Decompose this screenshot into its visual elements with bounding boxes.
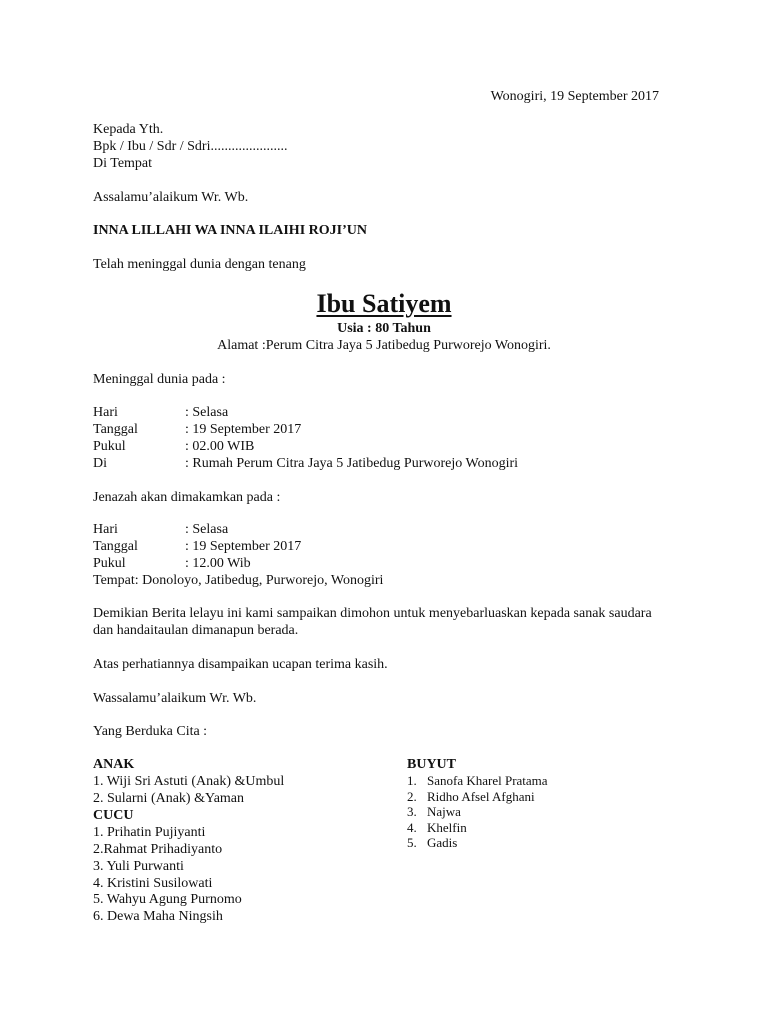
- burial-row-value: : 12.00 Wib: [185, 556, 251, 571]
- cucu-item: 4. Kristini Susilowati: [93, 876, 213, 891]
- buyut-item: [407, 820, 467, 836]
- death-row-value: : Rumah Perum Citra Jaya 5 Jatibedug Purworejo Wonogiri: [185, 456, 519, 471]
- burial-row-label: Hari: [93, 522, 118, 537]
- buyut-number: 3.: [407, 804, 417, 819]
- burial-row-label: Pukul: [93, 556, 126, 571]
- place-date: Wonogiri, 19 September 2017: [490, 89, 659, 104]
- buyut-item: [407, 773, 548, 789]
- buyut-name: Gadis: [427, 835, 458, 850]
- death-row-label: Di: [93, 456, 107, 471]
- buyut-name: Najwa: [427, 804, 461, 819]
- burial-row: [93, 538, 301, 555]
- deceased-address: Alamat :Perum Citra Jaya 5 Jatibedug Purworejo Wonogiri.: [217, 338, 551, 353]
- death-row-value: : 02.00 WIB: [185, 439, 255, 454]
- mourners-heading: Yang Berduka Cita :: [93, 724, 208, 739]
- thanks-text: Atas perhatiannya disampaikan ucapan terima kasih.: [93, 657, 388, 672]
- cucu-item: 2.Rahmat Prihadiyanto: [93, 842, 223, 857]
- greeting: Assalamu’alaikum Wr. Wb.: [93, 190, 249, 205]
- anak-item: 1. Wiji Sri Astuti (Anak) &Umbul: [93, 774, 285, 789]
- burial-heading: Jenazah akan dimakamkan pada :: [93, 490, 281, 505]
- buyut-name: Ridho Afsel Afghani: [427, 789, 535, 804]
- cucu-item: 3. Yuli Purwanti: [93, 859, 184, 874]
- death-row: [93, 421, 301, 438]
- burial-place: Tempat: Donoloyo, Jatibedug, Purworejo, Wonogiri: [93, 573, 384, 588]
- buyut-item: [407, 804, 461, 820]
- closing-salam: Wassalamu’alaikum Wr. Wb.: [93, 691, 257, 706]
- death-row: [93, 404, 228, 421]
- deceased-name: Ibu Satiyem: [316, 289, 452, 318]
- death-row-label: Pukul: [93, 439, 126, 454]
- death-row-label: Tanggal: [93, 422, 138, 437]
- death-row-value: : Selasa: [185, 405, 229, 420]
- buyut-item: [407, 835, 457, 851]
- burial-row: [93, 521, 228, 538]
- cucu-title: CUCU: [93, 808, 134, 823]
- buyut-number: 2.: [407, 789, 417, 804]
- deceased-age: Usia : 80 Tahun: [337, 321, 431, 336]
- buyut-name: Khelfin: [427, 820, 467, 835]
- death-row-value: : 19 September 2017: [185, 422, 302, 437]
- cucu-item: 1. Prihatin Pujiyanti: [93, 825, 206, 840]
- recipient-line-3: Di Tempat: [93, 156, 153, 171]
- intro-text: Telah meninggal dunia dengan tenang: [93, 257, 306, 272]
- burial-row: [93, 555, 251, 572]
- death-heading: Meninggal dunia pada :: [93, 372, 226, 387]
- burial-row-label: Tanggal: [93, 539, 138, 554]
- burial-row-value: : Selasa: [185, 522, 229, 537]
- buyut-item: [407, 789, 535, 805]
- buyut-title: BUYUT: [407, 757, 457, 772]
- anak-item: 2. Sularni (Anak) &Yaman: [93, 791, 245, 806]
- cucu-item: 5. Wahyu Agung Purnomo: [93, 892, 242, 907]
- death-row: [93, 455, 518, 472]
- death-row-label: Hari: [93, 405, 118, 420]
- burial-row-value: : 19 September 2017: [185, 539, 302, 554]
- buyut-number: 4.: [407, 820, 417, 835]
- condolence-heading: INNA LILLAHI WA INNA ILAIHI ROJI’UN: [93, 223, 367, 238]
- buyut-number: 5.: [407, 835, 417, 850]
- buyut-number: 1.: [407, 773, 417, 788]
- closing-paragraph: Demikian Berita lelayu ini kami sampaikan dimohon untuk menyebarluaskan kepada sanak saudara dan handaitaulan dimanapun berada.: [93, 606, 652, 638]
- recipient-line-1: Kepada Yth.: [93, 122, 164, 137]
- cucu-item: 6. Dewa Maha Ningsih: [93, 909, 223, 924]
- buyut-name: Sanofa Kharel Pratama: [427, 773, 548, 788]
- death-row: [93, 438, 254, 455]
- anak-title: ANAK: [93, 757, 135, 772]
- recipient-line-2: Bpk / Ibu / Sdr / Sdri......................: [93, 139, 288, 154]
